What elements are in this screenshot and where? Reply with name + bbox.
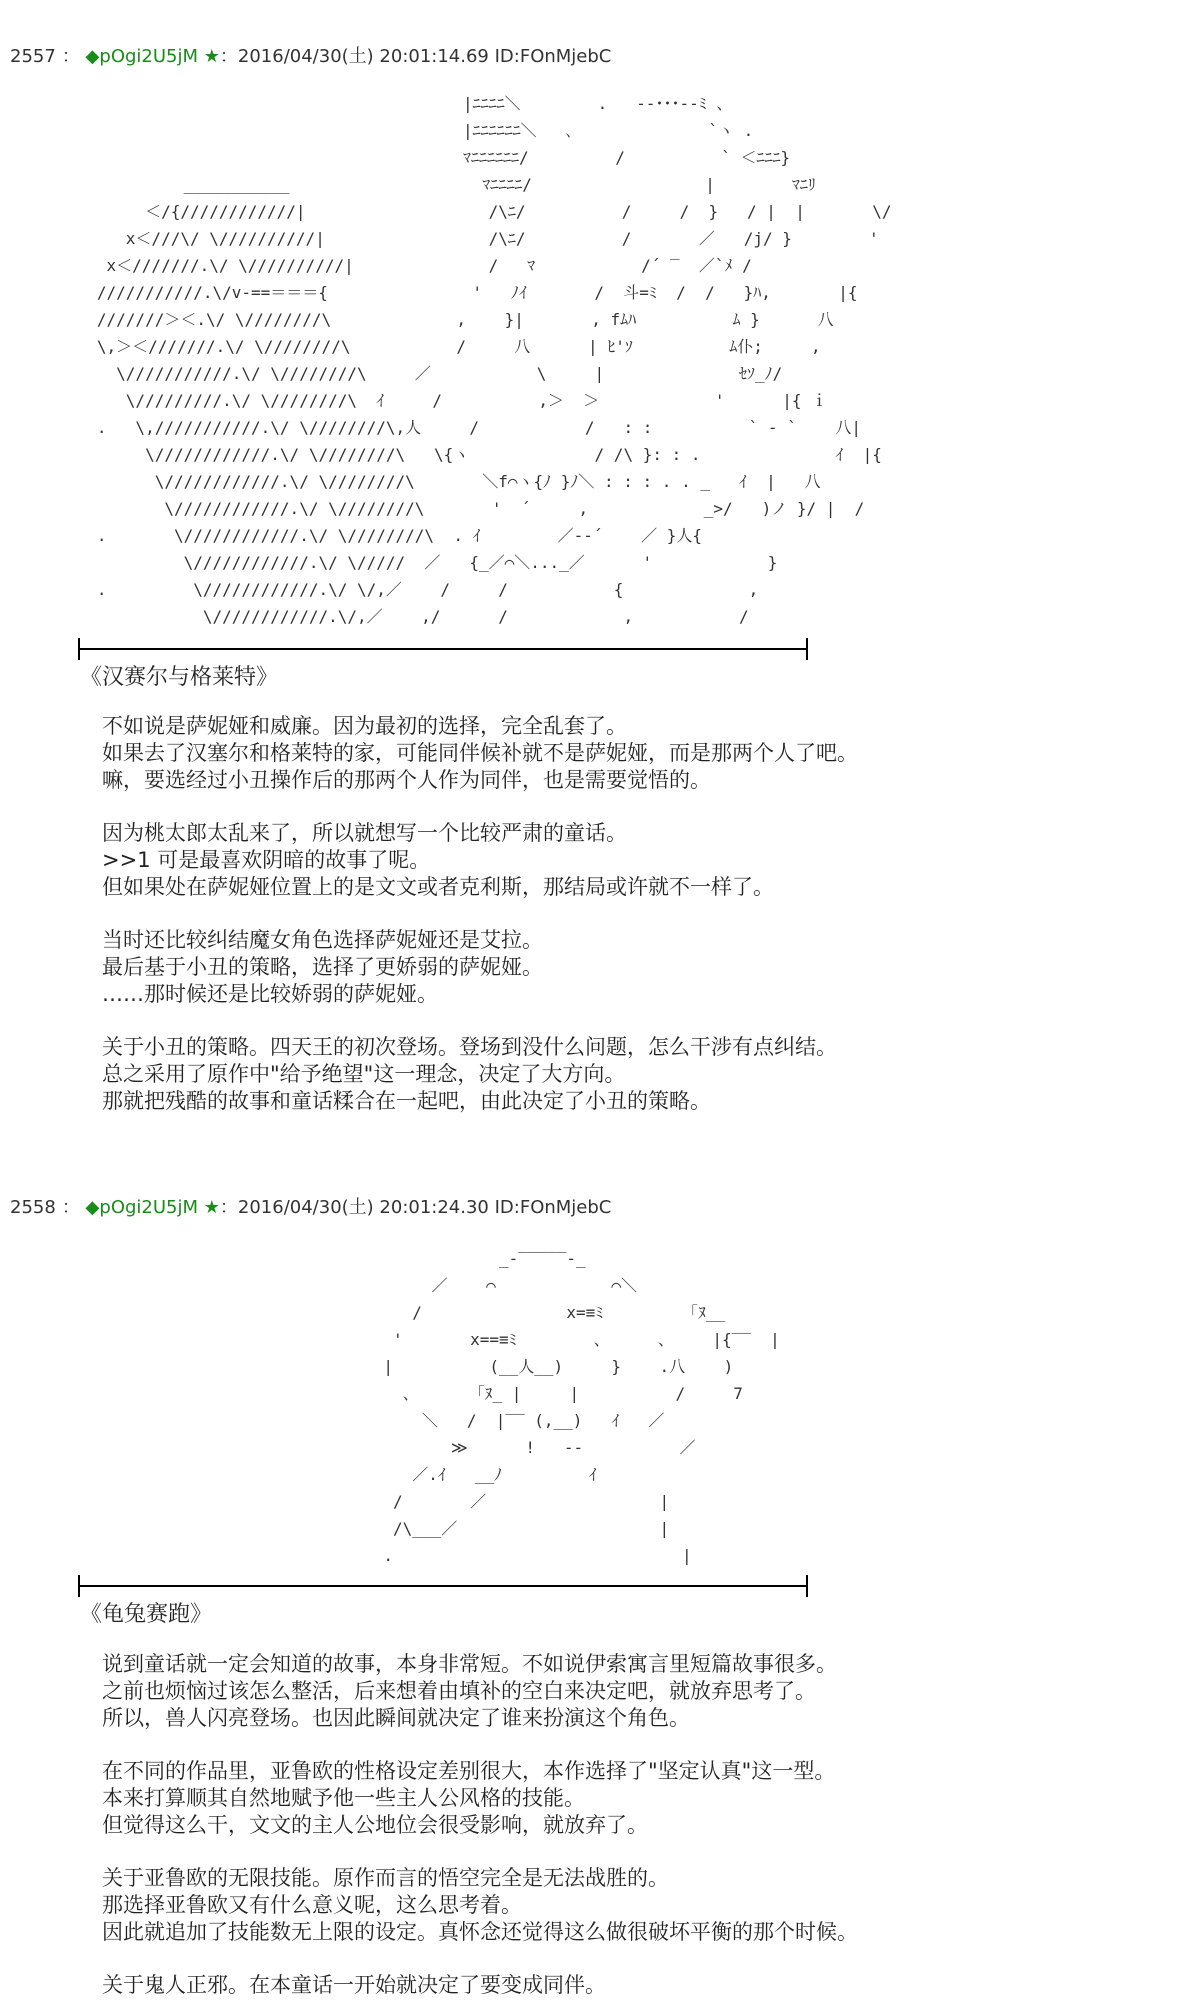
post-2558 (0, 1155, 1200, 2000)
post-date-id: ：2016/04/30(土) 20:01:24.30 ID:FOnMjebC (219, 1197, 612, 1218)
text-line: 在不同的作品里，亚鲁欧的性格设定差别很大，本作选择了"坚定认真"这一型。 (102, 1759, 836, 1783)
text-line: 说到童话就一定会知道的故事，本身非常短。不如说伊索寓言里短篇故事很多。 (102, 1652, 837, 1676)
post-date-id: ：2016/04/30(土) 20:01:14.69 ID:FOnMjebC (219, 46, 612, 67)
header-separator: ： (61, 46, 80, 67)
post-number[interactable]: 2558 (10, 1197, 56, 1218)
divider-line (78, 1585, 808, 1587)
text-line: 因为桃太郎太乱来了，所以就想写一个比较严肃的童话。 (102, 821, 627, 845)
divider-line (78, 648, 808, 650)
text-line: 因此就追加了技能数无上限的设定。真怀念还觉得这么做很破坏平衡的那个时候。 (102, 1920, 858, 1944)
text-line: 关于亚鲁欧的无限技能。原作而言的悟空完全是无法战胜的。 (102, 1866, 669, 1890)
paragraph (102, 1758, 1152, 1839)
paragraph (102, 1651, 1152, 1732)
text-line: 不如说是萨妮娅和威廉。因为最初的选择，完全乱套了。 (102, 714, 627, 738)
paragraph (102, 1972, 1152, 1999)
paragraph (102, 1034, 1152, 1115)
poster-name: pOgi2U5jM (99, 1197, 199, 1218)
text-line: 关于小丑的策略。四天王的初次登场。登场到没什么问题，怎么干涉有点纠结。 (102, 1035, 837, 1059)
text-line: 之前也烦恼过该怎么整活，后来想着由填补的空白来决定吧，就放弃思考了。 (102, 1679, 816, 1703)
post-number[interactable]: 2557 (10, 46, 56, 67)
divider-right-tick (806, 1575, 808, 1597)
text-line: 本来打算顺其自然地赋予他一些主人公风格的技能。 (102, 1786, 585, 1810)
text-line: 如果去了汉塞尔和格莱特的家，可能同伴候补就不是萨妮娅，而是那两个人了吧。 (102, 741, 858, 765)
divider-left-tick (78, 1575, 80, 1597)
text-line: 但觉得这么干，文文的主人公地位会很受影响，就放弃了。 (102, 1813, 648, 1837)
text-line: 关于鬼人正邪。在本童话一开始就决定了要变成同伴。 (102, 1973, 606, 1997)
post-header (10, 42, 611, 68)
story-title: 《龟兔赛跑》 (80, 1602, 213, 1627)
post-header (10, 1193, 611, 1219)
text-line: 当时还比较纠结魔女角色选择萨妮娅还是艾拉。 (102, 928, 543, 952)
divider-left-tick (78, 638, 80, 660)
header-separator: ： (61, 1197, 80, 1218)
text-line: 所以，兽人闪亮登场。也因此瞬间就决定了谁来扮演这个角色。 (102, 1706, 690, 1730)
text-line: ……那时候还是比较娇弱的萨妮娅。 (102, 982, 438, 1006)
star-icon: ★ (203, 1197, 220, 1218)
text-line: 那就把残酷的故事和童话糅合在一起吧，由此决定了小丑的策略。 (102, 1089, 711, 1113)
story-title: 《汉赛尔与格莱特》 (80, 665, 279, 690)
paragraph (102, 820, 1152, 901)
tortoise-and-hare-ascii-art: _-‾‾‾‾‾-_ ／ ⌒ ⌒＼ / x=≡ﾐ ｢ﾇ__ ' x==≡ﾐ 、 、 |{‾‾ | | (__人__) } .八 ) 、 ｢ﾇ_ | | / 7 ＼ / |‾‾ (,__) ｲ ／ ≫ ! ‐‐ ／ ／.ｲ __ﾉ ｲ / ／ | /\___／ | . | (383, 1249, 780, 1565)
hansel-and-gretel-ascii-art: |ﾆﾆﾆﾆ＼ . ‐‐･･･‐‐ﾐ 、 |ﾆﾆﾆﾆﾆﾆ＼ ､ `ヽ . ﾏﾆﾆﾆﾆﾆﾆ/ / ` ＜ﾆﾆﾆ} ___________ ﾏﾆﾆﾆﾆ/ | ﾏﾆﾘ ＜/{////////////| /\ﾆ/ / / } / | | \/ x＜///\/ \//////////| /\ﾆ/ / ／ /j/ } ' x＜///////.\/ \//////////| / ﾏ /´ ‾ ／`ﾒ / ///////////.\/v-==＝＝＝{ ' ﾉｲ / 斗=ﾐ / / }ﾊ, |{ ///////＞＜.\/ \////////\ , }| , fﾑﾊ ﾑ } 八 \,＞＜///////.\/ \////////\ / 八 | ﾋ'ｿ ﾑ仆; , \///////////.\/ \////////\ ／ \ | ｾｿ_ﾉ/ \/////////.\/ \////////\ ｲ / ,＞ ＞ ' |{ ｉ . \,///////////.\/ \////////\,人 / / : : ` - ` 八| \////////////.\/ \////////\ \{ヽ / /\ }: : . ｲ |{ \////////////.\/ \////////\ ＼f⌒ヽ{ﾉ }ﾉ＼ : : : . . _ ｲ | 八 \////////////.\/ \////////\ ' ´ , _>/ )ノ }/ | / . \////////////.\/ \////////\ . ｲ ／‐‐´ ／ }人{ \////////////.\/ \///// ／ {_／⌒＼..._／ ' } . \////////////.\/ \/,／ / / { , \////////////.\/,／ ,/ / , / (96, 94, 892, 626)
star-icon: ★ (203, 46, 220, 67)
diamond-icon: ◆ (85, 46, 100, 67)
diamond-icon: ◆ (85, 1197, 100, 1218)
text-line: 但如果处在萨妮娅位置上的是文文或者克利斯，那结局或许就不一样了。 (102, 875, 774, 899)
text-line: 那选择亚鲁欧又有什么意义呢，这么思考着。 (102, 1893, 522, 1917)
reply-link[interactable]: >>1 可是最喜欢阴暗的故事了呢。 (102, 848, 431, 872)
paragraph (102, 927, 1152, 1008)
text-line: 总之采用了原作中"给予绝望"这一理念，决定了大方向。 (102, 1062, 626, 1086)
divider-right-tick (806, 638, 808, 660)
text-line: 最后基于小丑的策略，选择了更娇弱的萨妮娅。 (102, 955, 543, 979)
paragraph (102, 1865, 1152, 1946)
text-line: 嘛，要选经过小丑操作后的那两个人作为同伴，也是需要觉悟的。 (102, 768, 711, 792)
poster-name: pOgi2U5jM (99, 46, 199, 67)
paragraph (102, 713, 1152, 794)
